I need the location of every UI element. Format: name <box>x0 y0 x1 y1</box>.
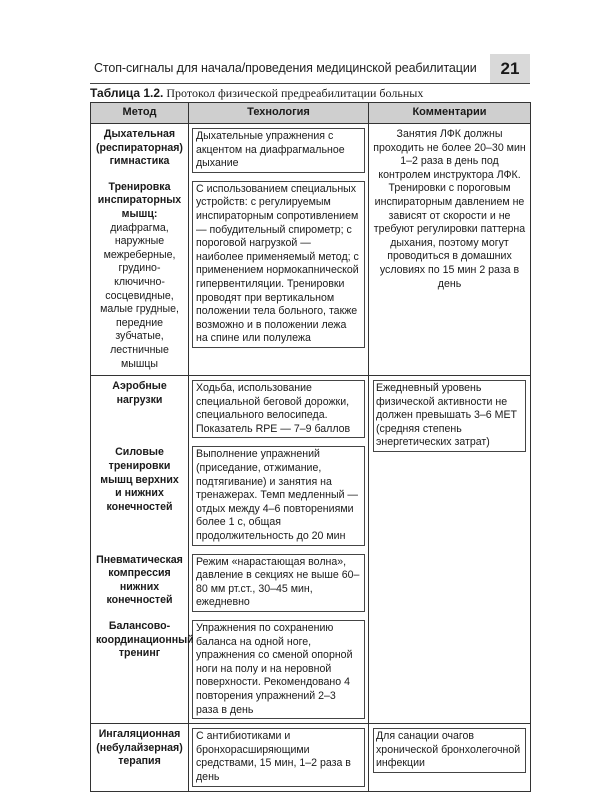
method-name: Дыхательная (респираторная) гимнастика <box>96 128 183 168</box>
method-name: Ингаляционная (небулайзерная) терапия <box>96 728 183 768</box>
table-caption-text: Протокол физической предреабилитации больных <box>166 86 424 100</box>
method-name: Силовые тренировки мышц верхних и нижних конечностей <box>100 446 179 513</box>
comment-cell: Занятия ЛФК должны проходить не более 20–30 мин 1–2 раза в день под контролем инструктора ЛФК. Тренировки с пороговым инспираторным давлением не зависят от скорости и не требуют регулировки паттерна дыхания, поэтому могут проводиться в домашних условиях по 15 мин 2 раза в день <box>373 128 526 290</box>
table-caption <box>90 86 423 101</box>
technology-cell: Выполнение упражнений (приседание, отжимание, подтягивание) и занятия на тренажерах. Темп медленный — отдых между 4–6 повторениями более 1 с, общая продолжительность до 20 мин <box>192 446 365 545</box>
technology-cell: Дыхательные упражнения с акцентом на диафрагмальное дыхание <box>192 128 365 173</box>
method-cell <box>96 554 183 608</box>
method-cell <box>96 446 183 514</box>
column-header-comments: Комментарии <box>369 103 531 124</box>
method-name: Аэробные нагрузки <box>112 380 167 406</box>
page-number: 21 <box>490 54 530 83</box>
comment-cell: Ежедневный уровень физической активности не должен превышать 3–6 МЕТ (средняя степень энергетических затрат) <box>373 380 526 452</box>
table-row <box>91 376 531 443</box>
method-name: Тренировка инспираторных мышц: <box>97 180 182 220</box>
comment-cell: Для санации очагов хронической бронхолегочной инфекции <box>373 728 526 773</box>
method-cell <box>96 728 183 769</box>
technology-cell: С антибиотиками и бронхорасширяющими средствами, 15 мин, 1–2 раза в день <box>192 728 365 786</box>
table-row <box>91 124 531 177</box>
protocol-table <box>90 102 531 792</box>
method-name: Пневматическая компрессия нижних конечностей <box>96 553 183 607</box>
method-cell <box>96 128 183 169</box>
column-header-technology: Технология <box>189 103 369 124</box>
method-cell <box>96 380 183 407</box>
method-cell <box>96 620 194 661</box>
method-detail: диафрагма, наружные межреберные, грудино-ключично-сосцевидные, малые грудные, передние зубчатые, лестничные мышцы <box>100 221 179 370</box>
technology-cell: Ходьба, использование специальной беговой дорожки, специального велосипеда. Показатель RPE — 7–9 баллов <box>192 380 365 438</box>
column-header-method: Метод <box>91 103 189 124</box>
method-cell <box>96 181 183 371</box>
method-name: Балансово-координационный тренинг <box>96 620 194 660</box>
table-header-row <box>91 103 531 124</box>
running-title: Стоп-сигналы для начала/проведения медицинской реабилитации <box>94 61 477 75</box>
table-caption-label: Таблица 1.2. <box>90 86 164 100</box>
technology-cell: С использованием специальных устройств: с регулируемым инспираторным сопротивлением — побудительный спирометр; с пороговой нагрузкой — наиболее применяемый метод; с применением нормокапнической гипервентиляции. Тренировки проводят при вертикальном положении тела больного, также возможно и в положении лежа на спине или полулежа <box>192 181 365 348</box>
technology-cell: Упражнения по сохранению баланса на одной ноге, упражнения со сменой опорной ноги на полу и на неровной поверхности. Рекомендовано 4 повторения упражнений 2–3 раза в день <box>192 620 365 719</box>
technology-cell: Режим «нарастающая волна», давление в секциях не выше 60–80 мм рт.ст., 30–45 мин, ежедневно <box>192 554 365 612</box>
running-head <box>90 57 530 84</box>
table-row <box>91 724 531 791</box>
